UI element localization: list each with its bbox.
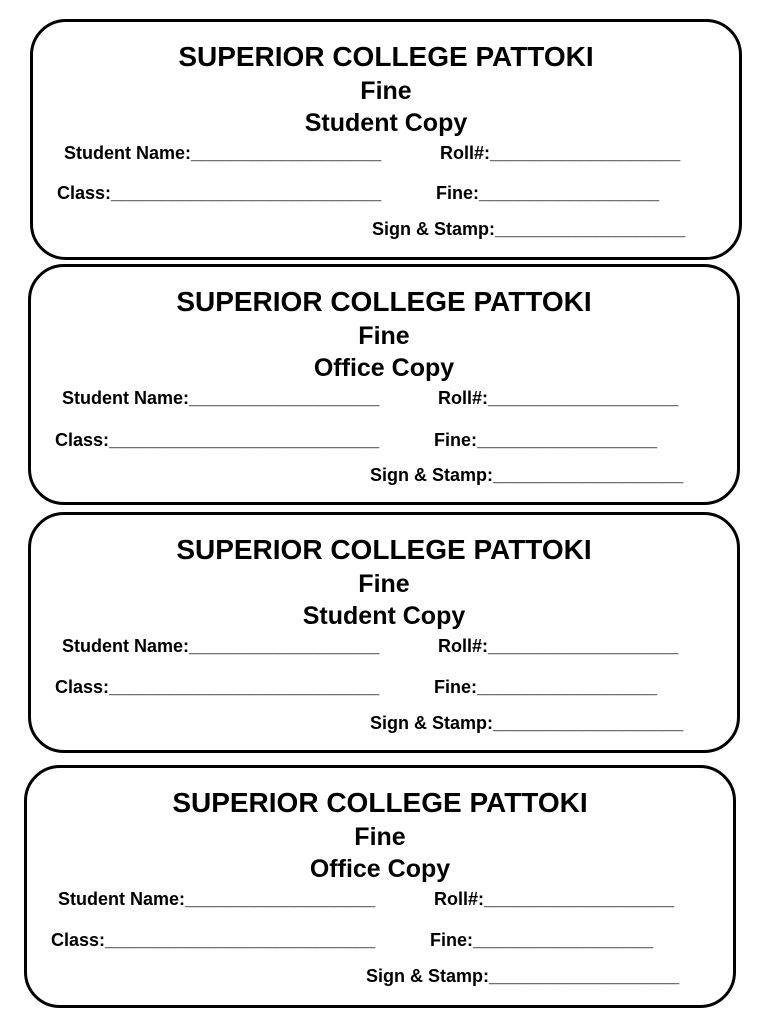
slip-subtitle: Fine [360,77,412,105]
class-field: Class:___________________________ [55,430,380,450]
college-name: SUPERIOR COLLEGE PATTOKI [176,286,592,317]
fine-amount-field: Fine:__________________ [434,430,658,450]
student-name-field: Student Name:___________________ [62,388,380,408]
class-field: Class:___________________________ [51,930,376,950]
college-name: SUPERIOR COLLEGE PATTOKI [176,534,592,565]
roll-number-field: Roll#:___________________ [438,636,679,656]
fine-slip [28,264,740,505]
class-field: Class:___________________________ [57,183,382,203]
slip-subtitle: Fine [358,570,410,598]
fine-slip [24,765,736,1008]
copy-type: Student Copy [302,602,466,630]
copy-type: Office Copy [313,354,455,382]
roll-number-field: Roll#:___________________ [434,889,675,909]
class-field: Class:___________________________ [55,677,380,697]
slip-subtitle: Fine [358,322,410,350]
copy-type: Student Copy [304,109,468,137]
sign-stamp-field: Sign & Stamp:___________________ [370,465,684,485]
roll-number-field: Roll#:___________________ [438,388,679,408]
fine-amount-field: Fine:__________________ [436,183,660,203]
sign-stamp-field: Sign & Stamp:___________________ [370,713,684,733]
fine-amount-field: Fine:__________________ [434,677,658,697]
student-name-field: Student Name:___________________ [62,636,380,656]
student-name-field: Student Name:___________________ [58,889,376,909]
copy-type: Office Copy [309,855,451,883]
fine-amount-field: Fine:__________________ [430,930,654,950]
fine-slip [28,512,740,753]
college-name: SUPERIOR COLLEGE PATTOKI [178,41,594,72]
sign-stamp-field: Sign & Stamp:___________________ [366,966,680,986]
slip-subtitle: Fine [354,823,406,851]
student-name-field: Student Name:___________________ [64,143,382,163]
college-name: SUPERIOR COLLEGE PATTOKI [172,787,588,818]
sign-stamp-field: Sign & Stamp:___________________ [372,219,686,239]
roll-number-field: Roll#:___________________ [440,143,681,163]
fine-slip [30,19,742,260]
